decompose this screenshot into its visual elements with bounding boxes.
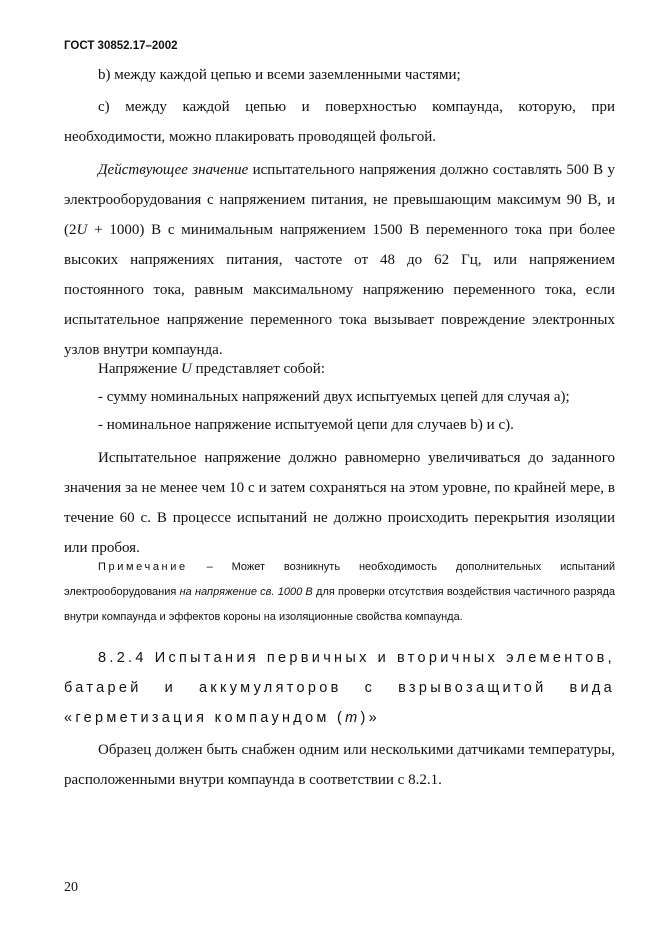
page-number: 20 <box>64 880 78 895</box>
dash-item-2: - номинальное напряжение испытуемой цепи для случаев b) и с). <box>98 417 514 433</box>
note: Примечание – Может возникнуть необходимость дополнительных испытаний электрооборудования на напряжение св. 1000 В для проверки отсутствия воздействия частичного разряда внутри компаунда и эффектов короны на изоляционные свойства компаунда. <box>64 561 615 623</box>
voltage-definition: Напряжение U представляет собой: <box>98 361 325 377</box>
dash-item-1: - сумму номинальных напряжений двух испытуемых цепей для случая а); <box>98 389 570 405</box>
italic-term: Действующее значение <box>98 162 249 178</box>
item-c: с) между каждой цепью и поверхностью компаунда, которую, при необходимости, можно плакировать проводящей фольгой. <box>64 99 615 145</box>
voltage-increase-paragraph: Испытательное напряжение должно равномерно увеличиваться до заданного значения за не менее чем 10 с и затем сохраняться на этом уровне, по крайней мере, в течение 60 с. В процессе испытаний не должно происходить перекрытия изоляции или пробоя. <box>64 450 615 556</box>
standard-header: ГОСТ 30852.17–2002 <box>64 40 178 52</box>
item-b: b) между каждой цепью и всеми заземленными частями; <box>98 67 461 83</box>
section-number: 8.2.4 <box>98 650 147 666</box>
sample-paragraph: Образец должен быть снабжен одним или несколькими датчиками температуры, расположенными внутри компаунда в соответствии с 8.2.1. <box>64 742 615 788</box>
section-heading: 8.2.4 Испытания первичных и вторичных элементов, батарей и аккумуляторов с взрывозащитой вида «герметизация компаундом (m)» <box>64 650 615 726</box>
note-label: Примечание <box>98 561 188 573</box>
test-voltage-paragraph: Действующее значение испытательного напряжения должно составлять 500 В у электрооборудования с напряжением питания, не превышающим максимум 90 В, и (2U + 1000) В с минимальным напряжением 1500 В переменного тока при более высоких напряжениях питания, частоте от 48 до 62 Гц, или напряжением постоянного тока, равным максимальному напряжению переменного тока, если испытательное напряжение переменного тока вызывает повреждение электронных узлов внутри компаунда. <box>64 162 615 358</box>
